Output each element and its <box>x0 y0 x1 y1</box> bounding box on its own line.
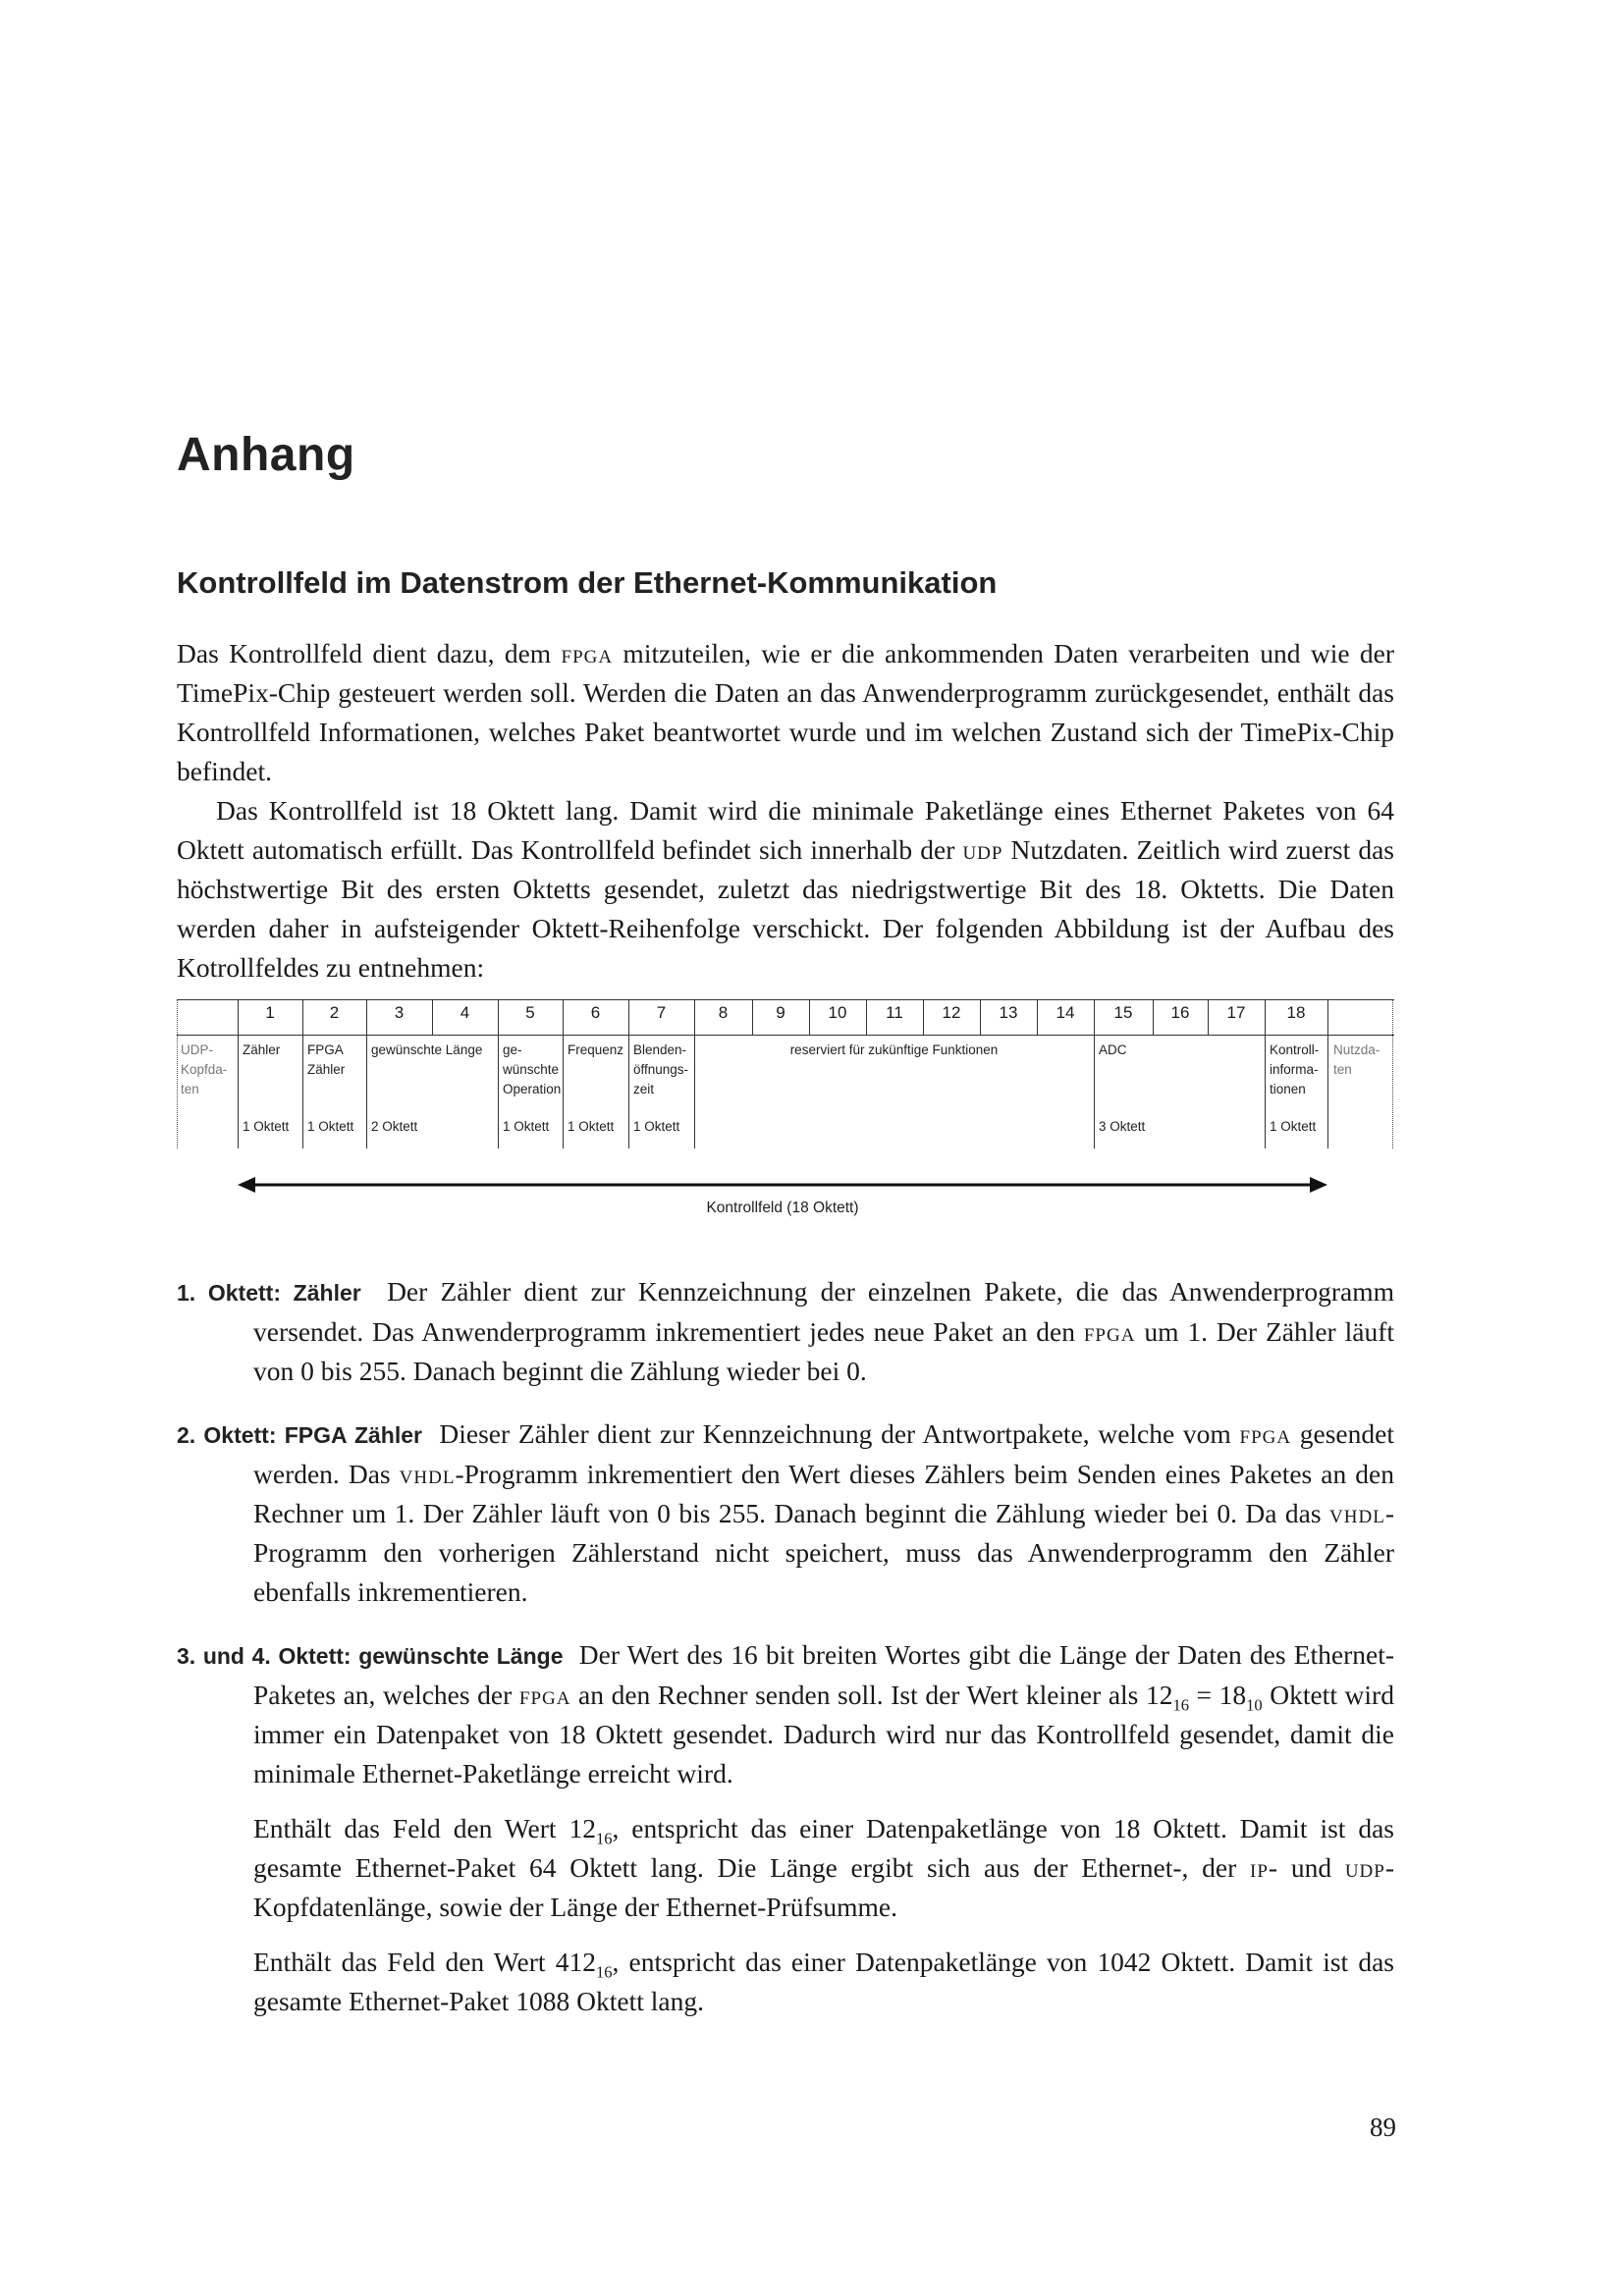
field-description: gewünschte Länge <box>371 1042 483 1057</box>
field-size: 1 Oktett <box>307 1119 354 1134</box>
field-size: 1 Oktett <box>568 1119 615 1134</box>
definition-octet-2: 2. Oktett: FPGA Zähler Dieser Zähler dient zur Kennzeichnung der Antwortpakete, welche vom fpga gesendet werden. Das vhdl-Programm inkrementiert den Wert dieses Zählers beim Senden eines Paketes an den Rechner um 1. Der Zähler läuft von 0 bis 255. Danach beginnt die Zählung wieder bei 0. Da das vhdl-Programm den vorherigen Zählerstand nicht speichert, muss das Anwenderprogramm den Zähler ebenfalls inkrementieren. <box>177 1418 1394 1607</box>
control-field-span-label: Kontrollfeld (18 Oktett) <box>706 1200 859 1216</box>
field-divider <box>498 1035 499 1148</box>
chapter-title: Anhang <box>177 429 355 481</box>
field-size: 3 Oktett <box>1099 1119 1146 1134</box>
acronym-udp: udp <box>962 834 1003 865</box>
field-divider <box>1327 1035 1328 1148</box>
field-size: 1 Oktett <box>1270 1119 1317 1134</box>
field-description: FPGA Zähler <box>307 1042 346 1077</box>
field-description: Blenden- öffnungs- zeit <box>633 1042 689 1096</box>
definition-term: 1. Oktett: Zähler <box>177 1280 361 1306</box>
octet-number: 11 <box>886 1003 903 1022</box>
definition-list <box>177 1272 1394 2045</box>
octet-number: 3 <box>394 1003 405 1022</box>
octet-number: 2 <box>329 1003 340 1022</box>
field-divider <box>302 1035 303 1148</box>
octet-number: 1 <box>265 1003 275 1022</box>
octet-divider <box>1037 999 1038 1035</box>
field-description: ADC <box>1099 1042 1127 1057</box>
payload-label: Nutzda- ten <box>1333 1042 1380 1077</box>
octet-divider <box>1208 999 1209 1035</box>
field-divider <box>238 1035 239 1148</box>
diagram-header-rule <box>177 1035 1394 1036</box>
octet-number: 4 <box>460 1003 470 1022</box>
octet-divider <box>432 999 433 1035</box>
page-number: 89 <box>1370 2112 1396 2142</box>
octet-number: 15 <box>1113 1003 1133 1022</box>
definition-octet-3-4: 3. und 4. Oktett: gewünschte Länge Der Wert des 16 bit breiten Wortes gibt die Länge der Daten des Ethernet-Paketes an, welches der fpga an den Rechner senden soll. Ist der Wert kleiner als $12_{16} = 18_{10}$ Oktett wird immer ein Datenpaket von 18 Oktett gesendet. Dadurch wird nur das Kontrollfeld gesendet, damit die minimale Ethernet-Paketlänge erreicht wird. Enthält das Feld den Wert $12_{16}$, entspricht das einer Datenpaketlänge von 18 Oktett. Damit ist das gesamte Ethernet-Paket 64 Oktett lang. Die Länge ergibt sich aus der Ethernet-, der ip- und udp-Kopfdatenlänge, sowie der Länge der Ethernet-Prüfsumme. Enthält das Feld den Wert $412_{16}$, entspricht das einer Datenpaketlänge von 1042 Oktett. Damit ist das gesamte Ethernet-Paket 1088 Oktett lang. <box>177 1635 1394 2021</box>
octet-number: 16 <box>1170 1003 1190 1022</box>
definition-paragraph: Enthält das Feld den Wert $412_{16}$, entspricht das einer Datenpaketlänge von 1042 Oktett. Damit ist das gesamte Ethernet-Paket 1088 Oktett lang. <box>253 1947 1394 2016</box>
octet-divider <box>628 999 629 1035</box>
field-divider <box>366 1035 367 1148</box>
diagram-right-dotted-line <box>1392 999 1393 1148</box>
octet-divider <box>923 999 924 1035</box>
octet-divider <box>809 999 810 1035</box>
octet-number: 18 <box>1286 1003 1306 1022</box>
field-description: ge- wünschte Operation <box>503 1042 562 1096</box>
octet-divider <box>694 999 695 1035</box>
control-field-diagram <box>177 999 1394 1148</box>
section-title: Kontrollfeld im Datenstrom der Ethernet-Kommunikation <box>177 565 998 600</box>
definition-octet-1: 1. Oktett: Zähler Der Zähler dient zur Kennzeichnung der einzelnen Pakete, die das Anwenderprogramm versendet. Das Anwenderprogramm inkrementiert jedes neue Paket an den fpga um 1. Der Zähler läuft von 0 bis 255. Danach beginnt die Zählung wieder bei 0. <box>177 1276 1394 1386</box>
octet-number: 14 <box>1056 1003 1075 1022</box>
field-size: 1 Oktett <box>633 1119 680 1134</box>
field-size: 1 Oktett <box>503 1119 550 1134</box>
definition-term: 2. Oktett: FPGA Zähler <box>177 1422 422 1448</box>
octet-divider <box>498 999 499 1035</box>
octet-divider <box>366 999 367 1035</box>
octet-divider <box>238 999 239 1035</box>
intro-paragraph-2: Das Kontrollfeld ist 18 Oktett lang. Damit wird die minimale Paketlänge eines Ethernet Paketes von 64 Oktett automatisch erfüllt. Das Kontrollfeld befindet sich innerhalb der udp Nutzdaten. Zeitlich wird zuerst das höchstwertige Bit des ersten Oktetts gesendet, zuletzt das niedrigstwertige Bit des 18. Oktetts. Die Daten werden daher in aufsteigender Oktett-Reihenfolge verschickt. Der folgenden Abbildung ist der Aufbau des Kotrollfeldes zu entnehmen: <box>177 795 1394 983</box>
field-divider <box>628 1035 629 1148</box>
field-divider <box>1265 1035 1266 1148</box>
octet-divider <box>1094 999 1095 1035</box>
octet-number: 17 <box>1226 1003 1246 1022</box>
definition-paragraph: Enthält das Feld den Wert $12_{16}$, entspricht das einer Datenpaketlänge von 18 Oktett. Damit ist das gesamte Ethernet-Paket 64 Oktett lang. Die Länge ergibt sich aus der Ethernet-, der ip- und udp-Kopfdatenlänge, sowie der Länge der Ethernet-Prüfsumme. <box>253 1813 1394 1922</box>
octet-number: 13 <box>999 1003 1018 1022</box>
udp-header-label: UDP- Kopfda- ten <box>181 1042 228 1096</box>
octet-divider <box>1327 999 1328 1035</box>
octet-divider <box>980 999 981 1035</box>
field-size: 2 Oktett <box>371 1119 418 1134</box>
field-description: Zähler <box>243 1042 281 1057</box>
octet-divider <box>752 999 753 1035</box>
octet-divider <box>302 999 303 1035</box>
field-divider <box>1094 1035 1095 1148</box>
field-description: Kontroll- informa- tionen <box>1270 1042 1320 1096</box>
octet-number: 12 <box>942 1003 961 1022</box>
acronym-fpga: fpga <box>561 638 614 668</box>
octet-divider <box>866 999 867 1035</box>
octet-number: 8 <box>718 1003 729 1022</box>
field-description: reserviert für zukünftige Funktionen <box>789 1042 999 1057</box>
diagram-left-dotted-line <box>177 999 178 1148</box>
octet-number: 10 <box>828 1003 847 1022</box>
field-size: 1 Oktett <box>243 1119 290 1134</box>
octet-number: 9 <box>776 1003 785 1022</box>
octet-divider <box>563 999 564 1035</box>
definition-term: 3. und 4. Oktett: gewünschte Länge <box>177 1643 564 1669</box>
control-field-span-arrow <box>238 1174 1327 1196</box>
octet-number: 5 <box>525 1003 535 1022</box>
field-description: Frequenz <box>568 1042 624 1057</box>
octet-divider <box>1153 999 1154 1035</box>
octet-number: 7 <box>656 1003 667 1022</box>
octet-number: 6 <box>590 1003 601 1022</box>
diagram-top-rule <box>177 999 1394 1000</box>
field-divider <box>563 1035 564 1148</box>
intro-paragraph-1: Das Kontrollfeld dient dazu, dem fpga mitzuteilen, wie er die ankommenden Daten verarbeiten und wie der TimePix-Chip gesteuert werden soll. Werden die Daten an das Anwenderprogramm zurückgesendet, enthält das Kontrollfeld Informationen, welches Paket beantwortet wurde und im welchen Zustand sich der TimePix-Chip befindet. <box>177 638 1394 786</box>
octet-divider <box>1265 999 1266 1035</box>
